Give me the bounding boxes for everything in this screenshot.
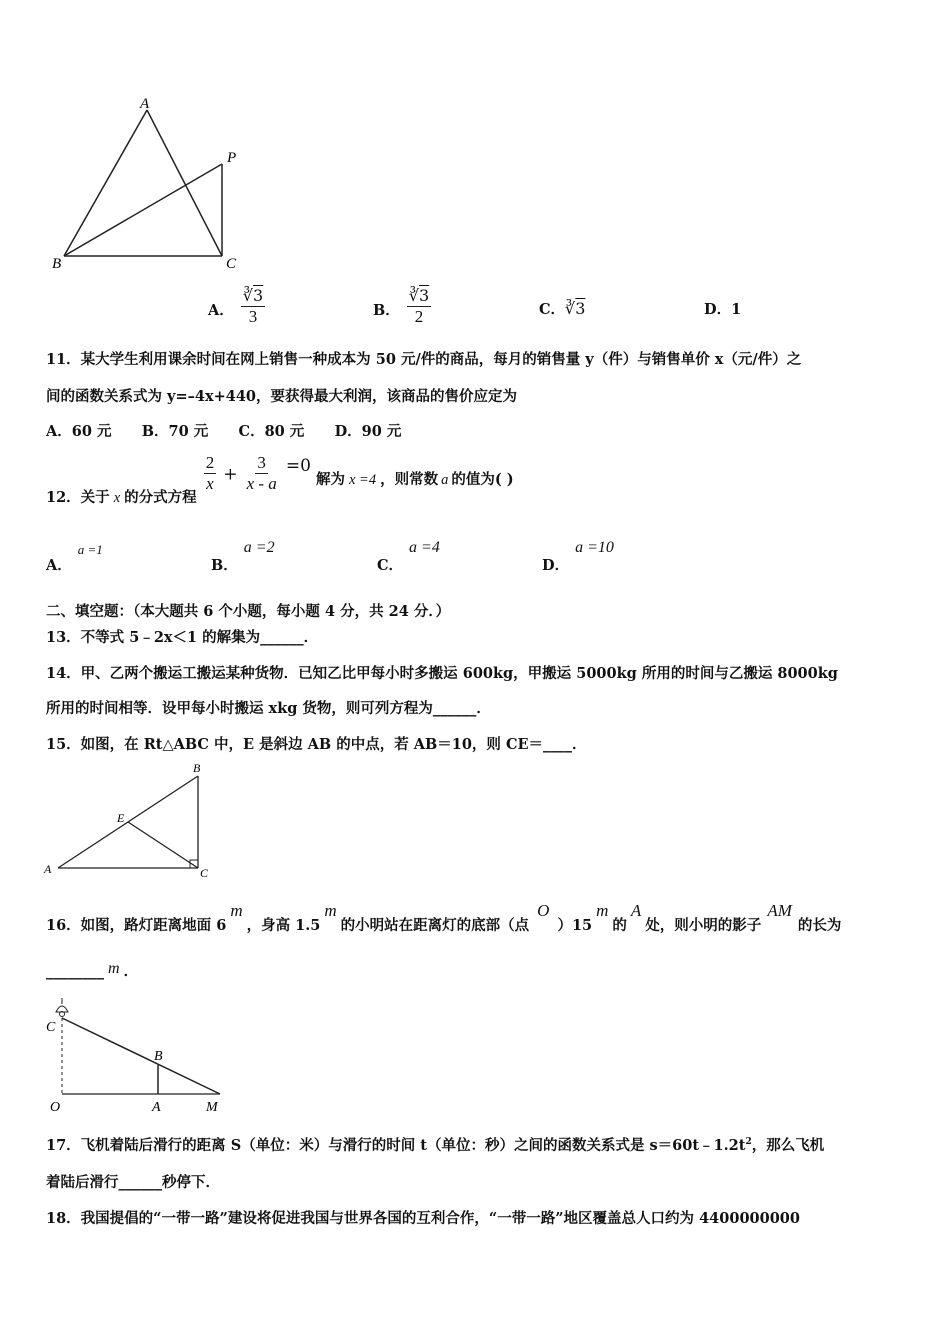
segment-ce [128,822,198,868]
segment-ab [64,110,147,256]
q17-line2: 着陆后滑行______秒停下． [46,1174,220,1191]
q12-option-c[interactable]: C．a =4 [377,539,440,574]
q13-text: 13．不等式 5﹣2x＜1 的解集为______． [46,629,319,646]
q10-option-a[interactable]: A． $\frac{∛3}{3}$ [208,286,264,326]
q14-line2: 所用的时间相等．设甲每小时搬运 xkg 货物，则可列方程为______． [46,700,491,717]
label-o: O [50,1100,61,1115]
q11-options[interactable]: A．60 元 B．70 元 C．80 元 D．90 元 [46,423,402,440]
q10-option-c[interactable]: C．∛3 [539,299,586,318]
q11-line1: 11．某大学生利用课余时间在网上销售一种成本为 50 元/件的商品，每月的销售量 y（件）与销售单价 x（元/件）之 [46,351,802,368]
q15-text: 15．如图，在 Rt△ABC 中，E 是斜边 AB 的中点，若 AB＝10，则 CE＝____． [46,736,587,753]
q12-stem: 12．关于 x 的分式方程 $\frac{2}{x}$ + $\frac{3}{x - a}$ =0 解为 x =4 ，则常数 a 的值为( ) [46,453,514,506]
q10-option-d[interactable]: D．1 [704,301,742,318]
label-p: P [227,150,237,166]
streetlight-figure [40,994,240,1118]
section-fill-in-heading: 二、填空题：（本大题共 6 个小题，每小题 4 分，共 24 分．） [46,603,451,620]
label-a: A [140,96,150,112]
q12-option-b[interactable]: B．a =2 [211,539,275,574]
right-triangle-figure [40,760,220,882]
label-m: M [206,1100,218,1115]
label-c: C [200,866,209,880]
q14-line1: 14．甲、乙两个搬运工搬运某种货物．已知乙比甲每小时多搬运 600kg，甲搬运 5000kg 所用的时间与乙搬运 8000kg [46,665,838,682]
q16-stem: 16．如图，路灯距离地面 6m，身高 1.5m的小明站在距离灯的底部（点O）15m的A处，则小明的影子AM的长为 [46,901,842,934]
q16-blank-line: ________ m ． [46,960,139,980]
label-a: A [152,1100,161,1115]
label-c: C [46,1020,56,1035]
light-ray [62,1018,220,1094]
q12-option-a[interactable]: A．a =1 [46,542,103,574]
label-a: A [44,862,52,876]
label-e: E [117,811,125,825]
q10-option-b[interactable]: B． $\frac{∛3}{2}$ [373,286,430,326]
q18-line1: 18．我国提倡的“一带一路”建设将促进我国与世界各国的互利合作，“一带一路”地区覆盖总人口约为 4400000000 [46,1210,800,1227]
segment-ac [147,110,222,256]
label-b: B [193,761,201,775]
q12-option-d[interactable]: D．a =10 [542,539,614,574]
label-b: B [52,256,62,272]
label-c: C [226,256,237,272]
label-b: B [154,1049,163,1064]
q11-line2: 间的函数关系式为 y=–4x+440，要获得最大利润，该商品的售价应定为 [46,388,518,405]
q17-line1: 17．飞机着陆后滑行的距离 S（单位：米）与滑行的时间 t（单位：秒）之间的函数关系式是 $s=60t﹣1.2t^2$，那么飞机 [46,1137,825,1154]
triangle-abc-figure [40,96,250,276]
